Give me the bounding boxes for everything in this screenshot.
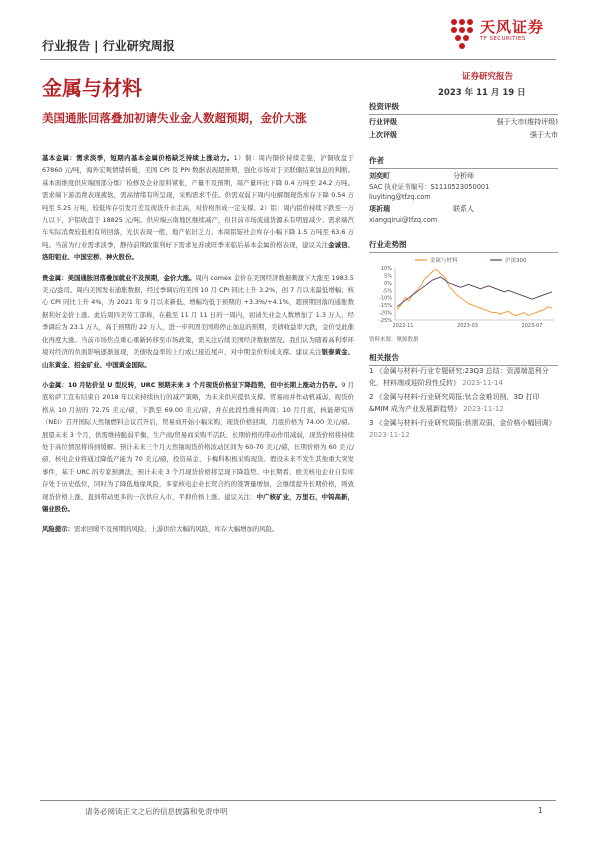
paragraph-base-metals: [42, 152, 354, 264]
series-line-2: [397, 277, 552, 307]
paragraph-minor-metals: [42, 379, 354, 515]
chart-source: 资料来源：聚源数据: [369, 337, 419, 343]
para-recommendation: 中广核矿业，万里石，中钨高新，锡业股份。: [42, 492, 355, 513]
report-body: [42, 152, 354, 544]
author-title: 联系人: [453, 205, 474, 213]
related-list: [369, 366, 558, 441]
legend-label: 金属与材料: [430, 258, 458, 264]
legend-label: 沪深300: [505, 258, 527, 264]
y-tick-label: -15%: [379, 303, 392, 310]
paragraph-precious-metals: [42, 272, 354, 371]
related-report-title: 1 《金属与材料-行业专题研究:23Q3 总结：资源端盈利分化，材料端或迎阶段性反转》: [369, 367, 549, 387]
section-divider: [369, 252, 558, 253]
para-heading: 基本金属：需求淡季，短期内基本金属价格缺乏持续上涨动力。: [42, 154, 234, 162]
para-text: 需求回暖不及预期的风险，上游供给大幅的风险，库存大幅增加的风险。: [73, 525, 279, 534]
author-cert: SAC 执业证书编号：S1110523050001: [369, 183, 490, 191]
y-tick-label: -5%: [382, 288, 392, 295]
para-heading: 小金属：10 月钴价呈 U 型反转，URC 预期未来 3 个月现货价格呈下降趋势，但中长期上涨动力仍存。: [42, 380, 342, 389]
prev-rating-label: 上次评级: [369, 131, 397, 139]
related-report-3[interactable]: [369, 418, 558, 441]
section-title: 作者: [369, 156, 384, 165]
para-text: 9 月底哈萨工宣布结束自 2018 年以来持续执行的减产策略，为未来供应提供支撑。贸易商并作动机减弱，现货价格从 10 月初的 72.75 美元/磅，下跌至 69.00 美元/磅，并在此段性维持两周；10 月月底，核能研究所（NEI）召开国际天然铀燃料会议召开后，贸易商开始小幅采购，现货价格回调，月底价格为 74.00 美元/磅。展望未来 3 个月，供需维持脆弱平衡、生产商/贸易商采购不活跃、长期价格的带动作用减弱，现货价格将持续处于高位情况将得到缓解。预计未来三个月天然铀现货价格波动区间为 60-70 美元/磅，长期价格为 60 美元/磅，核电企业将通过降低产能为 70 美元/磅，投资基金、卡梅科积极采购现货。假设未来不发生其他重大突发事件，基于 URC 的专家预测法，预计未来 3 个月现货价格将呈现下降趋势。中长期看，欧美核电企业自有库存处于历史低位，同时为了降低地缘风险，多家核电企业长贸合约的签署量增加，会继续提升长期价格，则致现货价格上涨，直到带动更多的一次供应入市，平抑价格上涨。建议关注：: [42, 380, 354, 501]
logo-mark-icon: [448, 16, 478, 50]
section-divider: [369, 168, 558, 169]
related-report-title: 3 《金属与材料-行业研究周报:供需双弱，金价格小幅回调》: [369, 419, 556, 427]
x-tick-label: 2023-03: [457, 323, 478, 329]
page-number: 1: [538, 806, 543, 815]
related-report-2[interactable]: [369, 392, 558, 415]
footer-disclaimer: 请务必阅读正文之后的信息披露和免责申明: [85, 807, 228, 816]
para-recommendation: 金诚信、洛阳钼业、中国宏桥、神火股份。: [42, 240, 355, 262]
header-divider: [40, 59, 556, 60]
rating-rows: [369, 117, 558, 147]
para-heading: 贵金属：美国通胀回落叠加就业不及预期，金价大涨。: [42, 273, 196, 282]
logo-name: 天风证券: [480, 18, 545, 36]
author-name: 刘奕町: [369, 172, 390, 180]
related-report-1[interactable]: [369, 366, 558, 389]
industry-rating-value: 强于大市(维持评级): [496, 118, 558, 126]
para-recommendation: 银泰黄金、山东黄金、招金矿业、中国黄金国际。: [42, 348, 355, 369]
logo-subtitle: TF SECURITIES: [480, 36, 526, 42]
author-list: [369, 171, 558, 231]
author-name: 项祈瑞: [369, 205, 390, 213]
author-email[interactable]: xiangqirui@tfzq.com: [369, 216, 438, 224]
authors-section: [369, 155, 558, 169]
report-headline: 美国通胀回落叠加初请失业金人数超预期，金价大涨: [42, 111, 307, 125]
report-type: 证券研究报告: [462, 72, 514, 82]
para-heading: 风险提示：: [42, 525, 74, 534]
rating-section: [369, 101, 558, 115]
report-category: 行业报告 | 行业研究周报: [42, 39, 175, 53]
trend-chart: [369, 256, 558, 332]
x-tick-label: 2022-11: [392, 323, 414, 329]
section-divider: [369, 114, 558, 115]
footer-divider: [40, 800, 556, 801]
section-title: 行业走势图: [369, 240, 407, 249]
y-tick-label: 0%: [384, 280, 392, 287]
series-line-1: [397, 270, 552, 316]
para-text: 周内 comex 金价在美国经济数据刺激下大涨至 1983.5 美元/盎司。周内美国发布通胀数据，经过季调后的美国 10 月 CPI 同比上升 3.2%，创 7 月以来最低增幅；核心 CPI 同比上升 4%，为 2021 年 9 月以来新低、增幅均低于预期的 +3.3%/+4.1%，超预期回落的通胀数据利好金价上涨。此后周四美劳工部称，在截至 11 月 11 日的一周内，初请失业金人数增加了 1.3 万人，经季调后为 23.1 万人，高于预期的 22 万人，进一步巩固美国将停止加息的预期，美债收益率大跌，金价受此催化再度大涨。当前市场焦点重心重新转移至市场政策，需关注后续美国经济数据情况。我们认为随着高利率环境对经济的负面影响逐渐显现，美债收益率的上行或已接近尾声，对中期金价形成支撑。建议关注: [42, 273, 354, 357]
paragraph-risk: [42, 523, 354, 535]
industry-rating-label: 行业评级: [369, 118, 397, 126]
author-title: 分析师: [453, 172, 474, 180]
x-tick-label: 2023-07: [521, 323, 543, 329]
section-title: 投资评级: [369, 102, 399, 111]
related-section: [369, 352, 558, 366]
y-tick-label: 10%: [380, 266, 392, 272]
y-tick-label: 5%: [384, 273, 392, 280]
y-tick-label: -25%: [379, 318, 392, 324]
related-report-date: 2023-11-14: [462, 378, 503, 387]
chart-section: [369, 239, 558, 253]
industry-title: 金属与材料: [42, 76, 142, 100]
related-report-date: 2023-11-12: [463, 404, 504, 413]
para-text: 1）铜：周内铜价持续走强，沪铜收盘于 67860 元/吨，海外宏观情绪转暖，美国 CPI 及 PPI 数据表现超预期，强化市场对于美联储结束加息的判断。基本面维度供应端国部分炼厂检修及企业原料紧张，产量不及预期，周产量环比下降 0.4 万吨至 24.2 万吨。需求端下游消费表现疲软，需高情绪有所呈现，采购需求不佳。供需双弱下周内电解铜现货库存下降 0.54 万吨至 5.25 万吨，较低库存引发月差及现货升水走高，对价格形成一定支撑。2）铝：周内铝价持续下跌至一万九以下，沪铝收盘于 18825 元/吨。供应端云南地区继续减产，但目前市场流通货源未有明显减少；需求端汽车实际消费较低相有所回落，光伏表现一般，地产依旧乏力。本周铝锭社会库存小幅下降 1.5 万吨至 63.6 万吨。当前为行业需求淡季，静待前期政策利好下需求复苏或旺季来临后基本金属价格表现，建议关注: [42, 154, 355, 249]
related-report-title: 2 《金属与材料-行业研究周报:钛合金难切削，3D 打印&MIM 成为产业发展新趋势》: [369, 393, 540, 413]
report-date: 2023 年 11 月 19 日: [438, 88, 526, 98]
prev-rating-value: 强于大市: [530, 131, 558, 139]
related-report-date: 2023-11-12: [369, 430, 410, 439]
trend-chart-svg: [369, 256, 558, 332]
author-email[interactable]: liuyiting@tfzq.com: [369, 193, 431, 201]
section-title: 相关报告: [369, 353, 399, 362]
y-tick-label: -20%: [379, 310, 392, 317]
y-tick-label: -10%: [379, 295, 392, 302]
